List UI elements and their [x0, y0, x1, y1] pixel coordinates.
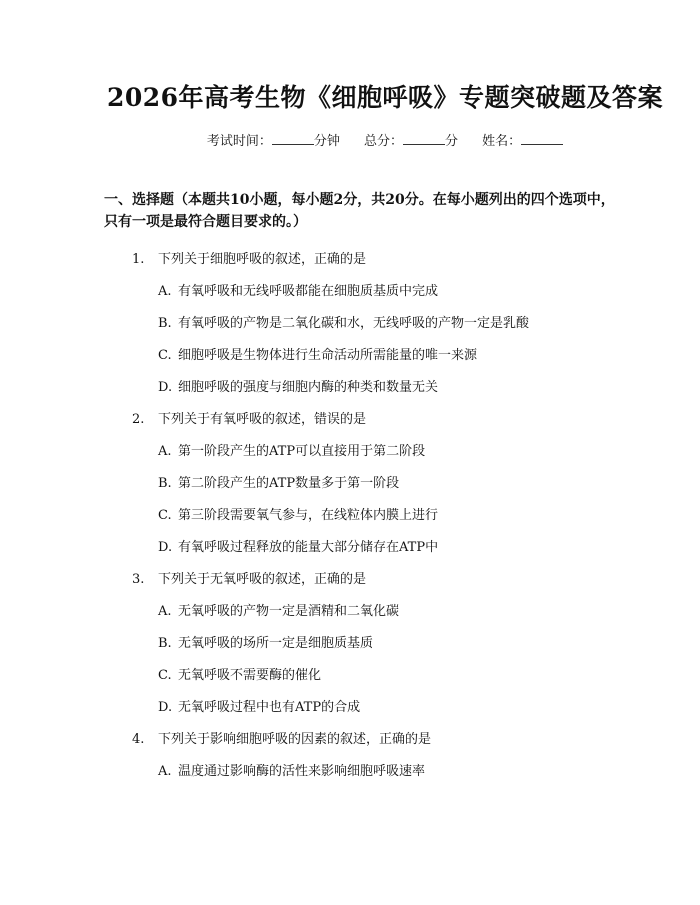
answer-option: [158, 635, 630, 653]
option-text: 温度通过影响酶的活性来影响细胞呼吸速率: [178, 764, 426, 779]
option-key: A.: [158, 284, 172, 299]
option-text: 第三阶段需要氧气参与，在线粒体内膜上进行: [178, 508, 439, 523]
question-item: [104, 571, 630, 717]
option-text: 有氧呼吸和无线呼吸都能在细胞质基质中完成: [178, 284, 439, 299]
option-text: 细胞呼吸的强度与细胞内酶的种类和数量无关: [178, 380, 439, 395]
student-name-blank: [521, 132, 563, 145]
question-stem-line: [132, 731, 630, 749]
student-name-field: [482, 132, 563, 151]
answer-option: [158, 539, 630, 557]
exam-meta: [70, 132, 700, 151]
option-key: B.: [158, 476, 172, 491]
exam-time-unit: 分钟: [313, 134, 340, 149]
question-stem: 下列关于有氧呼吸的叙述，错误的是: [158, 412, 367, 427]
option-text: 无氧呼吸不需要酶的催化: [178, 668, 322, 683]
answer-option: [158, 699, 630, 717]
option-key: C.: [158, 348, 172, 363]
total-score-unit: 分: [445, 134, 459, 149]
option-key: C.: [158, 668, 172, 683]
exam-time-label: 考试时间：: [206, 134, 272, 149]
question-item: [104, 411, 630, 557]
option-key: D.: [158, 380, 173, 395]
answer-option: [158, 507, 630, 525]
exam-time-blank: [272, 132, 314, 145]
option-key: C.: [158, 508, 172, 523]
question-stem-line: [132, 571, 630, 589]
answer-option: [158, 283, 630, 301]
answer-option: [158, 347, 630, 365]
option-text: 有氧呼吸的产物是二氧化碳和水，无线呼吸的产物一定是乳酸: [178, 316, 530, 331]
option-text: 细胞呼吸是生物体进行生命活动所需能量的唯一来源: [178, 348, 478, 363]
question-stem: 下列关于细胞呼吸的叙述，正确的是: [158, 252, 367, 267]
option-key: A.: [158, 604, 172, 619]
answer-option: [158, 603, 630, 621]
answer-option: [158, 315, 630, 333]
option-key: D.: [158, 700, 173, 715]
question-list: [104, 251, 630, 781]
answer-option: [158, 379, 630, 397]
answer-option: [158, 475, 630, 493]
question-stem: 下列关于影响细胞呼吸的因素的叙述，正确的是: [158, 732, 432, 747]
student-name-label: 姓名：: [482, 134, 522, 149]
exam-time-field: [207, 132, 340, 151]
question-stem-line: [132, 411, 630, 429]
question-item: [104, 251, 630, 397]
option-text: 无氧呼吸的产物一定是酒精和二氧化碳: [178, 604, 400, 619]
question-number: 4.: [132, 732, 145, 747]
answer-option: [158, 763, 630, 781]
total-score-blank: [403, 132, 445, 145]
answer-option: [158, 443, 630, 461]
question-stem-line: [132, 251, 630, 269]
section-header: 一、选择题（本题共10小题，每小题2分，共20分。在每小题列出的四个选项中，只有一项是最符合题目要求的。）: [104, 192, 615, 230]
option-key: D.: [158, 540, 173, 555]
option-text: 无氧呼吸的场所一定是细胞质基质: [178, 636, 374, 651]
option-key: A.: [158, 764, 172, 779]
option-text: 有氧呼吸过程释放的能量大部分储存在ATP中: [178, 540, 439, 555]
question-number: 3.: [132, 572, 145, 587]
total-score-label: 总分：: [363, 134, 403, 149]
question-item: [104, 731, 630, 781]
question-number: 1.: [132, 252, 145, 267]
option-text: 第一阶段产生的ATP可以直接用于第二阶段: [178, 444, 426, 459]
answer-option: [158, 667, 630, 685]
total-score-field: [364, 132, 458, 151]
option-key: A.: [158, 444, 172, 459]
option-text: 第二阶段产生的ATP数量多于第一阶段: [178, 476, 400, 491]
question-number: 2.: [132, 412, 145, 427]
question-stem: 下列关于无氧呼吸的叙述，正确的是: [158, 572, 367, 587]
option-text: 无氧呼吸过程中也有ATP的合成: [178, 700, 361, 715]
option-key: B.: [158, 316, 172, 331]
exam-title: 2026年高考生物《细胞呼吸》专题突破题及答案: [106, 83, 664, 112]
option-key: B.: [158, 636, 172, 651]
